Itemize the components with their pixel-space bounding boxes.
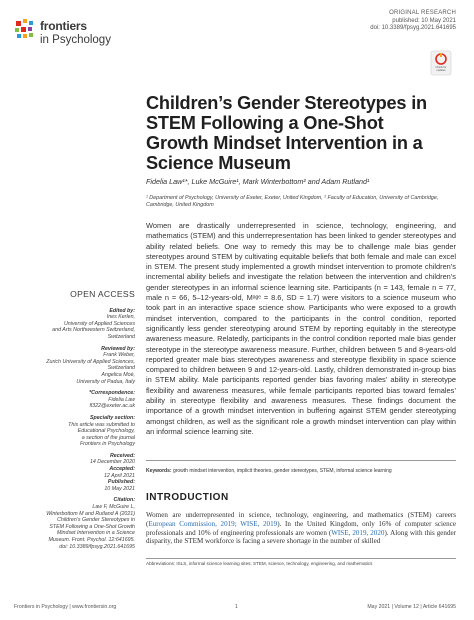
check-updates-label: Check for updates <box>435 66 447 72</box>
published-label: Published: <box>107 479 135 486</box>
editor-line: and Arts Northwestern Switzerland, <box>52 327 135 334</box>
citation <box>18 497 135 550</box>
citation-line: Museum. Front. Psychol. 12:641695. <box>48 537 135 543</box>
reviewer-line: Zurich University of Applied Sciences, <box>46 358 135 365</box>
footer-issue: May 2021 | Volume 12 | Article 641695 <box>367 604 456 610</box>
citation-line: Mindset Intervention in a Science <box>56 530 135 537</box>
reviewed-by-label: Reviewed by: <box>101 345 135 352</box>
published-date-sidebar: 10 May 2021 <box>104 485 135 492</box>
citation-line: Law F, McGuire L, <box>92 504 135 511</box>
keywords <box>146 468 456 474</box>
check-for-updates-badge[interactable] <box>430 50 452 76</box>
check-updates-icon <box>430 50 452 76</box>
journal-logo <box>14 12 144 50</box>
correspondence-name: Fidelia Law <box>108 396 135 403</box>
citation-line: STEM Following a One-Shot Growth <box>49 523 135 530</box>
section-heading-introduction: INTRODUCTION <box>146 492 229 503</box>
editor-line: Ines Kerlen, <box>106 314 135 321</box>
journal-name: in Psychology <box>40 34 111 46</box>
citation-link[interactable]: WISE, 2019, 2020 <box>331 528 385 537</box>
article-type: ORIGINAL RESEARCH <box>389 10 456 16</box>
editor-line: Switzerland <box>107 333 135 340</box>
abstract: Women are drastically underrepresented in science, technology, engineering, and mathematics (STEM) and this underrepresentation has been linked to gender stereotypes and ability related beliefs. One way to remedy this may be to challenge male bias gender stereotypes around STEM by cultivating equitable beliefs that both female and male can excel in STEM. The present study implemented a growth mindset intervention to promote children’s incremental ability beliefs and investigate the relation between the intervention and children’s gender stereotypes in an informal science learning site. Participants (n = 143, female n = 77, male n = 66, 5–12-years-old, Mᵃᵍᵉ = 8.6, SD = 1.7) were visitors to a science museum who took part in an interactive space science show. Participants who were exposed to a growth mindset intervention, compared to the participants in the control condition, reported significantly less gender stereotyping around STEM by reporting equitably in the stereotype awareness measure. Relatedly, participants in the control condition reported male bias gender stereotype in the stereotype awareness measure. Further, children between 5 and 8-years-old reported greater male bias stereotypes awareness and stereotype flexibility in space science compared to children between 9 and 12-years-old. Lastly, children demonstrated in-group bias in STEM ability. Male participants reported gender bias favoring males’ ability in stereotype flexibility and awareness measures, while female participants reported bias toward females’ ability in stereotype flexibility and awareness measures. These findings document the importance of a growth mindset intervention in buffering against STEM gender stereotyping amongst children, as well as the significant role a growth mindset intervention can play within an informal science learning site. <box>146 221 456 436</box>
specialty-section <box>18 415 135 448</box>
received-date: 14 December 2020 <box>89 459 135 466</box>
reviewer-line: Angelica Moè, <box>101 371 135 378</box>
page-number: 1 <box>235 604 238 610</box>
keywords-label: Keywords: <box>146 468 172 474</box>
dates <box>18 453 135 493</box>
received-label: Received: <box>109 452 135 459</box>
article-title: Children’s Gender Stereotypes in STEM Following a One-Shot Growth Mindset Intervention in a Science Museum <box>146 93 427 173</box>
sidebar <box>18 291 135 555</box>
citation-line: Winterbottom M and Rutland A (2021) <box>46 510 135 517</box>
specialty-line: a section of the journal <box>81 434 135 441</box>
intro-text: ). In the United Kingdom, only 16% of computer science professionals and 10% of engineering professionals are women ( <box>146 519 456 537</box>
correspondence <box>18 390 135 410</box>
editor-line: University of Applied Sciences <box>63 320 135 327</box>
specialty-line: This article was submitted to <box>68 421 135 428</box>
accepted-date: 12 April 2021 <box>103 472 135 479</box>
affiliations: ¹ Department of Psychology, University of Exeter, Exeter, United Kingdom, ² Faculty of Education, University of Cambridge, Cambridge, United Kingdom <box>146 195 439 208</box>
accepted-label: Accepted: <box>109 466 135 473</box>
citation-label: Citation: <box>113 497 135 504</box>
keywords-list: growth mindset intervention, implicit theories, gender stereotypes, STEM, informal science learning <box>172 468 392 474</box>
reviewed-by <box>18 346 135 386</box>
reviewer-line: Switzerland <box>107 365 135 372</box>
footer-journal-url[interactable]: Frontiers in Psychology | www.frontiersin.org <box>14 604 117 610</box>
edited-by-label: Edited by: <box>109 307 135 314</box>
citation-line: Children’s Gender Stereotypes in <box>57 517 135 524</box>
citation-link[interactable]: European Commission, 2019; WISE, 2019 <box>148 519 278 528</box>
reviewer-line: Frank Weber, <box>103 352 135 359</box>
doi-link[interactable]: doi: 10.3389/fpsyg.2021.641695 <box>370 25 456 31</box>
specialty-line: Educational Psychology, <box>77 428 135 435</box>
specialty-line: Frontiers in Psychology <box>79 441 135 448</box>
frontiers-logo-icon <box>14 18 38 42</box>
article-meta <box>370 10 456 33</box>
published-date: published: 10 May 2021 <box>392 17 456 24</box>
abbreviations: Abbreviations: ISLS, informal science learning sites; STEM, science, technology, engineering, and mathematics <box>146 561 373 566</box>
open-access-label: OPEN ACCESS <box>70 289 135 299</box>
brand-name: frontiers <box>40 19 87 33</box>
correspondence-email[interactable]: fl322@exeter.ac.uk <box>89 403 135 410</box>
introduction-paragraph <box>146 511 456 546</box>
correspondence-label: *Correspondence: <box>89 390 135 397</box>
keywords-divider <box>146 460 456 461</box>
specialty-label: Specialty section: <box>89 414 135 421</box>
citation-doi[interactable]: doi: 10.3389/fpsyg.2021.641695 <box>59 543 135 550</box>
reviewer-line: University of Padua, Italy <box>76 378 135 385</box>
abbreviations-divider <box>146 558 456 559</box>
edited-by <box>18 308 135 341</box>
intro-text: Women are underrepresented in science, technology, engineering, and mathematics (STEM) careers ( <box>146 511 456 528</box>
intro-text: ). Along with this gender disparity, the STEM workforce is facing a severe shortage in the number of skilled <box>146 528 456 546</box>
author-list: Fidelia Law¹*, Luke McGuire¹, Mark Winterbottom² and Adam Rutland¹ <box>146 177 370 186</box>
